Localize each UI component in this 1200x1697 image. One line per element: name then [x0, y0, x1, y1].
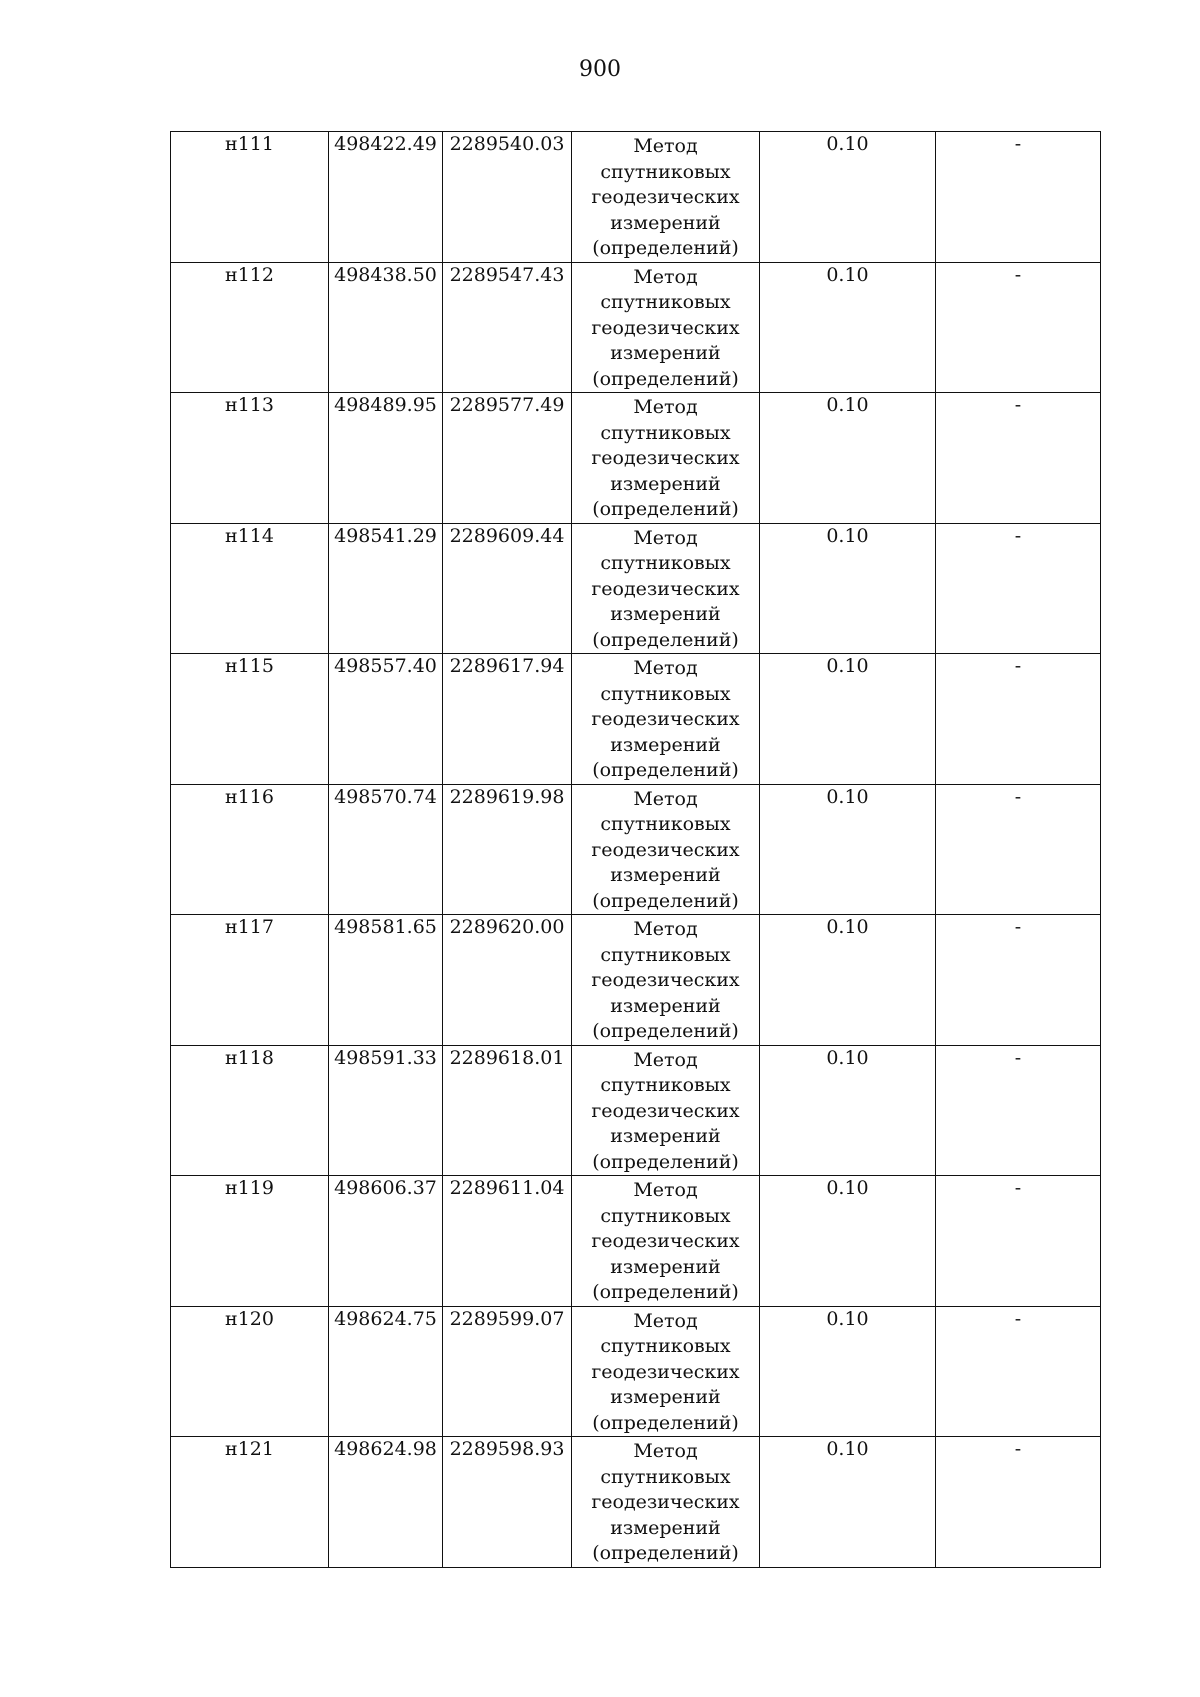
accuracy-cell: 0.10 — [760, 915, 936, 1046]
method-text: Метод спутниковых геодезических измерений (определений) — [591, 526, 740, 651]
point-cell: н121 — [171, 1437, 329, 1568]
y-coordinate-cell: 2289599.07 — [443, 1306, 572, 1437]
method-text: Метод спутниковых геодезических измерений (определений) — [591, 265, 740, 390]
method-cell — [572, 1306, 760, 1437]
point-cell: н111 — [171, 132, 329, 263]
point-cell: н119 — [171, 1176, 329, 1307]
table-row — [171, 1045, 1101, 1176]
point-cell: н118 — [171, 1045, 329, 1176]
method-cell — [572, 1045, 760, 1176]
note-cell: - — [936, 132, 1101, 263]
x-coordinate-cell: 498557.40 — [329, 654, 443, 785]
point-cell: н114 — [171, 523, 329, 654]
accuracy-cell: 0.10 — [760, 1437, 936, 1568]
y-coordinate-cell: 2289540.03 — [443, 132, 572, 263]
note-cell: - — [936, 393, 1101, 524]
method-cell — [572, 784, 760, 915]
y-coordinate-cell: 2289617.94 — [443, 654, 572, 785]
method-cell — [572, 1176, 760, 1307]
x-coordinate-cell: 498581.65 — [329, 915, 443, 1046]
table-row — [171, 654, 1101, 785]
coordinates-table-body — [171, 132, 1101, 1568]
y-coordinate-cell: 2289611.04 — [443, 1176, 572, 1307]
accuracy-cell: 0.10 — [760, 784, 936, 915]
point-cell: н115 — [171, 654, 329, 785]
note-cell: - — [936, 784, 1101, 915]
method-text: Метод спутниковых геодезических измерений (определений) — [591, 787, 740, 912]
accuracy-cell: 0.10 — [760, 262, 936, 393]
note-cell: - — [936, 915, 1101, 1046]
x-coordinate-cell: 498624.75 — [329, 1306, 443, 1437]
note-cell: - — [936, 523, 1101, 654]
y-coordinate-cell: 2289547.43 — [443, 262, 572, 393]
method-cell — [572, 654, 760, 785]
coordinates-table — [170, 131, 1101, 1568]
point-cell: н113 — [171, 393, 329, 524]
accuracy-cell: 0.10 — [760, 1306, 936, 1437]
point-cell: н120 — [171, 1306, 329, 1437]
x-coordinate-cell: 498624.98 — [329, 1437, 443, 1568]
y-coordinate-cell: 2289620.00 — [443, 915, 572, 1046]
method-cell — [572, 915, 760, 1046]
x-coordinate-cell: 498489.95 — [329, 393, 443, 524]
note-cell: - — [936, 1176, 1101, 1307]
note-cell: - — [936, 1306, 1101, 1437]
accuracy-cell: 0.10 — [760, 654, 936, 785]
table-row — [171, 1437, 1101, 1568]
note-cell: - — [936, 1437, 1101, 1568]
accuracy-cell: 0.10 — [760, 1045, 936, 1176]
method-cell — [572, 262, 760, 393]
note-cell: - — [936, 1045, 1101, 1176]
x-coordinate-cell: 498570.74 — [329, 784, 443, 915]
table-row — [171, 132, 1101, 263]
method-text: Метод спутниковых геодезических измерений (определений) — [591, 918, 740, 1042]
y-coordinate-cell: 2289598.93 — [443, 1437, 572, 1568]
point-cell: н116 — [171, 784, 329, 915]
method-cell — [572, 523, 760, 654]
page-number: 900 — [579, 57, 621, 82]
method-text: Метод спутниковых геодезических измерений (определений) — [591, 135, 740, 259]
method-text: Метод спутниковых геодезических измерений (определений) — [591, 1309, 740, 1434]
method-text: Метод спутниковых геодезических измерений (определений) — [591, 657, 740, 781]
table-row — [171, 1306, 1101, 1437]
method-cell — [572, 1437, 760, 1568]
y-coordinate-cell: 2289618.01 — [443, 1045, 572, 1176]
method-text: Метод спутниковых геодезических измерений (определений) — [591, 1179, 740, 1303]
note-cell: - — [936, 654, 1101, 785]
table-row — [171, 915, 1101, 1046]
method-text: Метод спутниковых геодезических измерений (определений) — [591, 1048, 740, 1173]
y-coordinate-cell: 2289619.98 — [443, 784, 572, 915]
x-coordinate-cell: 498438.50 — [329, 262, 443, 393]
method-cell — [572, 132, 760, 263]
table-row — [171, 1176, 1101, 1307]
x-coordinate-cell: 498422.49 — [329, 132, 443, 263]
method-text: Метод спутниковых геодезических измерений (определений) — [591, 1440, 740, 1564]
method-text: Метод спутниковых геодезических измерений (определений) — [591, 396, 740, 520]
y-coordinate-cell: 2289577.49 — [443, 393, 572, 524]
table-row — [171, 784, 1101, 915]
table-row — [171, 393, 1101, 524]
accuracy-cell: 0.10 — [760, 132, 936, 263]
y-coordinate-cell: 2289609.44 — [443, 523, 572, 654]
point-cell: н117 — [171, 915, 329, 1046]
x-coordinate-cell: 498606.37 — [329, 1176, 443, 1307]
note-cell: - — [936, 262, 1101, 393]
accuracy-cell: 0.10 — [760, 393, 936, 524]
accuracy-cell: 0.10 — [760, 523, 936, 654]
method-cell — [572, 393, 760, 524]
accuracy-cell: 0.10 — [760, 1176, 936, 1307]
x-coordinate-cell: 498591.33 — [329, 1045, 443, 1176]
table-row — [171, 523, 1101, 654]
point-cell: н112 — [171, 262, 329, 393]
x-coordinate-cell: 498541.29 — [329, 523, 443, 654]
table-row — [171, 262, 1101, 393]
